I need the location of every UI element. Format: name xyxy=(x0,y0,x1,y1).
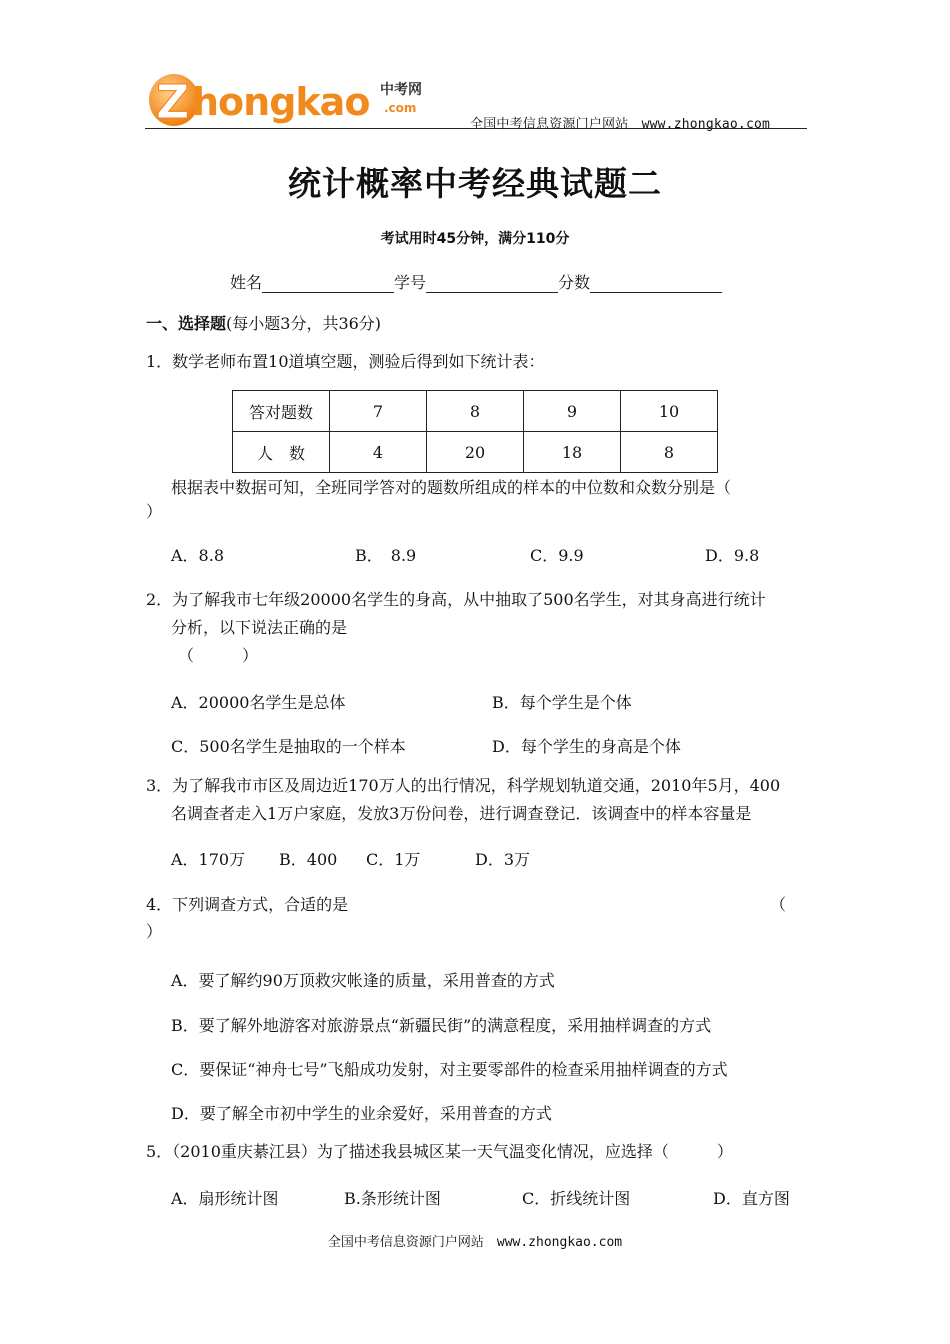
q1-option-b[interactable]: B． 8.9 xyxy=(355,546,417,565)
table-cell: 8 xyxy=(427,391,524,432)
logo-cn: 中考网 xyxy=(380,82,422,98)
q2-stem-line2: 分析，以下说法正确的是 xyxy=(171,618,348,637)
q3-option-a[interactable]: A．170万 xyxy=(171,850,246,869)
q5-option-c[interactable]: C．折线统计图 xyxy=(522,1189,631,1208)
header-slogan: 全国中考信息资源门户网站 www.zhongkao.com xyxy=(470,117,771,132)
number-label: 学号 xyxy=(394,273,427,292)
q5-option-b[interactable]: B.条形统计图 xyxy=(344,1189,441,1208)
table-cell: 10 xyxy=(621,391,718,432)
q4-paren-close: ） xyxy=(146,922,163,941)
q4-stem: 4．下列调查方式，合适的是 xyxy=(146,895,349,914)
table-row xyxy=(233,432,718,473)
logo-com: .com xyxy=(384,101,417,115)
table-cell: 18 xyxy=(524,432,621,473)
q3-option-b[interactable]: B．400 xyxy=(279,850,338,869)
q2-option-d[interactable]: D．每个学生的身高是个体 xyxy=(492,737,681,756)
table-cell: 20 xyxy=(427,432,524,473)
q2-stem-line1: 2．为了解我市七年级20000名学生的身高，从中抽取了500名学生，对其身高进行统计 xyxy=(146,590,766,609)
svg-text:Z: Z xyxy=(156,75,190,129)
q5-option-a[interactable]: A．扇形统计图 xyxy=(171,1189,279,1208)
q5-stem: 5．（2010重庆綦江县）为了描述我县城区某一天气温变化情况，应选择（ ） xyxy=(146,1142,733,1161)
exam-info: 考试用时45分钟，满分110分 xyxy=(380,231,570,247)
table-cell: 人 数 xyxy=(233,432,330,473)
q4-paren-open: （ xyxy=(770,895,787,914)
section-heading xyxy=(146,311,381,334)
table-row xyxy=(233,391,718,432)
q4-option-a[interactable]: A．要了解约90万顶救灾帐逢的质量，采用普查的方式 xyxy=(171,971,555,990)
name-label: 姓名 xyxy=(230,273,263,292)
q1-option-a[interactable]: A．8.8 xyxy=(171,546,225,565)
q3-stem-line1: 3．为了解我市市区及周边近170万人的出行情况，科学规划轨道交通，2010年5月，400 xyxy=(146,776,781,795)
q3-stem-line2: 名调查者走入1万户家庭，发放3万份问卷，进行调查登记．该调查中的样本容量是 xyxy=(171,804,752,823)
q4-option-c[interactable]: C．要保证“神舟七号”飞船成功发射，对主要零部件的检查采用抽样调查的方式 xyxy=(171,1060,728,1079)
table-cell: 答对题数 xyxy=(233,391,330,432)
q3-option-c[interactable]: C．1万 xyxy=(366,850,421,869)
section-note: (每小题3分，共36分) xyxy=(226,314,382,333)
q2-answer-paren: （ ） xyxy=(178,646,259,665)
q2-option-c[interactable]: C．500名学生是抽取的一个样本 xyxy=(171,737,406,756)
table-cell: 4 xyxy=(330,432,427,473)
name-blank[interactable] xyxy=(262,276,394,293)
table-cell: 9 xyxy=(524,391,621,432)
logo-wordmark: hongkao xyxy=(192,80,370,124)
section-title: 一、选择题 xyxy=(146,314,227,333)
q1-followup: 根据表中数据可知，全班同学答对的题数所组成的样本的中位数和众数分别是（ xyxy=(171,478,732,497)
q1-stem: 1．数学老师布置10道填空题，测验后得到如下统计表： xyxy=(146,352,545,371)
table-cell: 8 xyxy=(621,432,718,473)
q1-followup-close: ） xyxy=(146,502,163,521)
page-footer: 全国中考信息资源门户网站 www.zhongkao.com xyxy=(327,1235,623,1250)
q5-option-d[interactable]: D．直方图 xyxy=(713,1189,790,1208)
zhongkao-logo xyxy=(148,70,438,130)
q3-option-d[interactable]: D．3万 xyxy=(475,850,531,869)
q1-option-d[interactable]: D．9.8 xyxy=(705,546,760,565)
table-cell: 7 xyxy=(330,391,427,432)
score-blank[interactable] xyxy=(590,276,722,293)
header-divider xyxy=(145,128,807,129)
number-blank[interactable] xyxy=(426,276,558,293)
q4-option-b[interactable]: B．要了解外地游客对旅游景点“新疆民街”的满意程度，采用抽样调查的方式 xyxy=(171,1016,712,1035)
student-info-row xyxy=(230,270,722,293)
q2-option-b[interactable]: B．每个学生是个体 xyxy=(492,693,632,712)
q1-stats-table xyxy=(232,390,718,473)
score-label: 分数 xyxy=(558,273,591,292)
q2-option-a[interactable]: A．20000名学生是总体 xyxy=(171,693,346,712)
q4-option-d[interactable]: D．要了解全市初中学生的业余爱好，采用普查的方式 xyxy=(171,1104,552,1123)
page-title: 统计概率中考经典试题二 xyxy=(288,164,662,203)
q1-option-c[interactable]: C．9.9 xyxy=(530,546,584,565)
